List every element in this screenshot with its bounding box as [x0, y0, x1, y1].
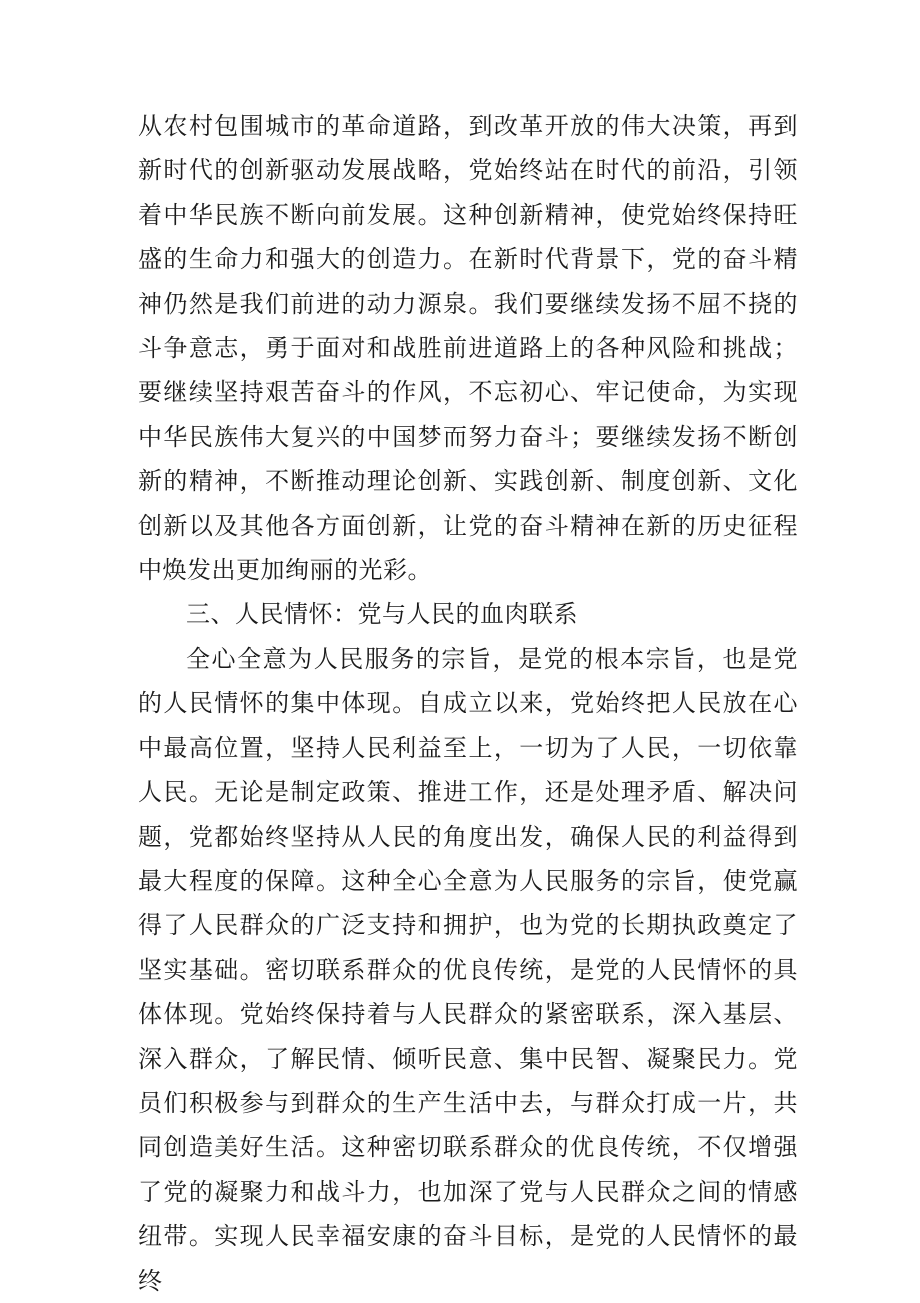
section-heading: 三、人民情怀：党与人民的血肉联系: [186, 600, 578, 629]
document-body: [138, 104, 798, 1303]
paragraph-people: 全心全意为人民服务的宗旨，是党的根本宗旨，也是党的人民情怀的集中体现。自成立以来，党始终把人民放在心中最高位置，坚持人民利益至上，一切为了人民，一切依靠人民。无论是制定政策、推进工作，还是处理矛盾、解决问题，党都始终坚持从人民的角度出发，确保人民的利益得到最大程度的保障。这种全心全意为人民服务的宗旨，使党赢得了人民群众的广泛支持和拥护，也为党的长期执政奠定了坚实基础。密切联系群众的优良传统，是党的人民情怀的具体体现。党始终保持着与人民群众的紧密联系，深入基层、深入群众，了解民情、倾听民意、集中民智、凝聚民力。党员们积极参与到群众的生产生活中去，与群众打成一片，共同创造美好生活。这种密切联系群众的优良传统，不仅增强了党的凝聚力和战斗力，也加深了党与人民群众之间的情感纽带。实现人民幸福安康的奋斗目标，是党的人民情怀的最终: [138, 644, 798, 1295]
paragraph-continued: 从农村包围城市的革命道路，到改革开放的伟大决策，再到新时代的创新驱动发展战略，党始终站在时代的前沿，引领着中华民族不断向前发展。这种创新精神，使党始终保持旺盛的生命力和强大的创造力。在新时代背景下，党的奋斗精神仍然是我们前进的动力源泉。我们要继续发扬不屈不挠的斗争意志，勇于面对和战胜前进道路上的各种风险和挑战；要继续坚持艰苦奋斗的作风，不忘初心、牢记使命，为实现中华民族伟大复兴的中国梦而努力奋斗；要继续发扬不断创新的精神，不断推动理论创新、实践创新、制度创新、文化创新以及其他各方面创新，让党的奋斗精神在新的历史征程中焕发出更加绚丽的光彩。: [138, 112, 798, 585]
